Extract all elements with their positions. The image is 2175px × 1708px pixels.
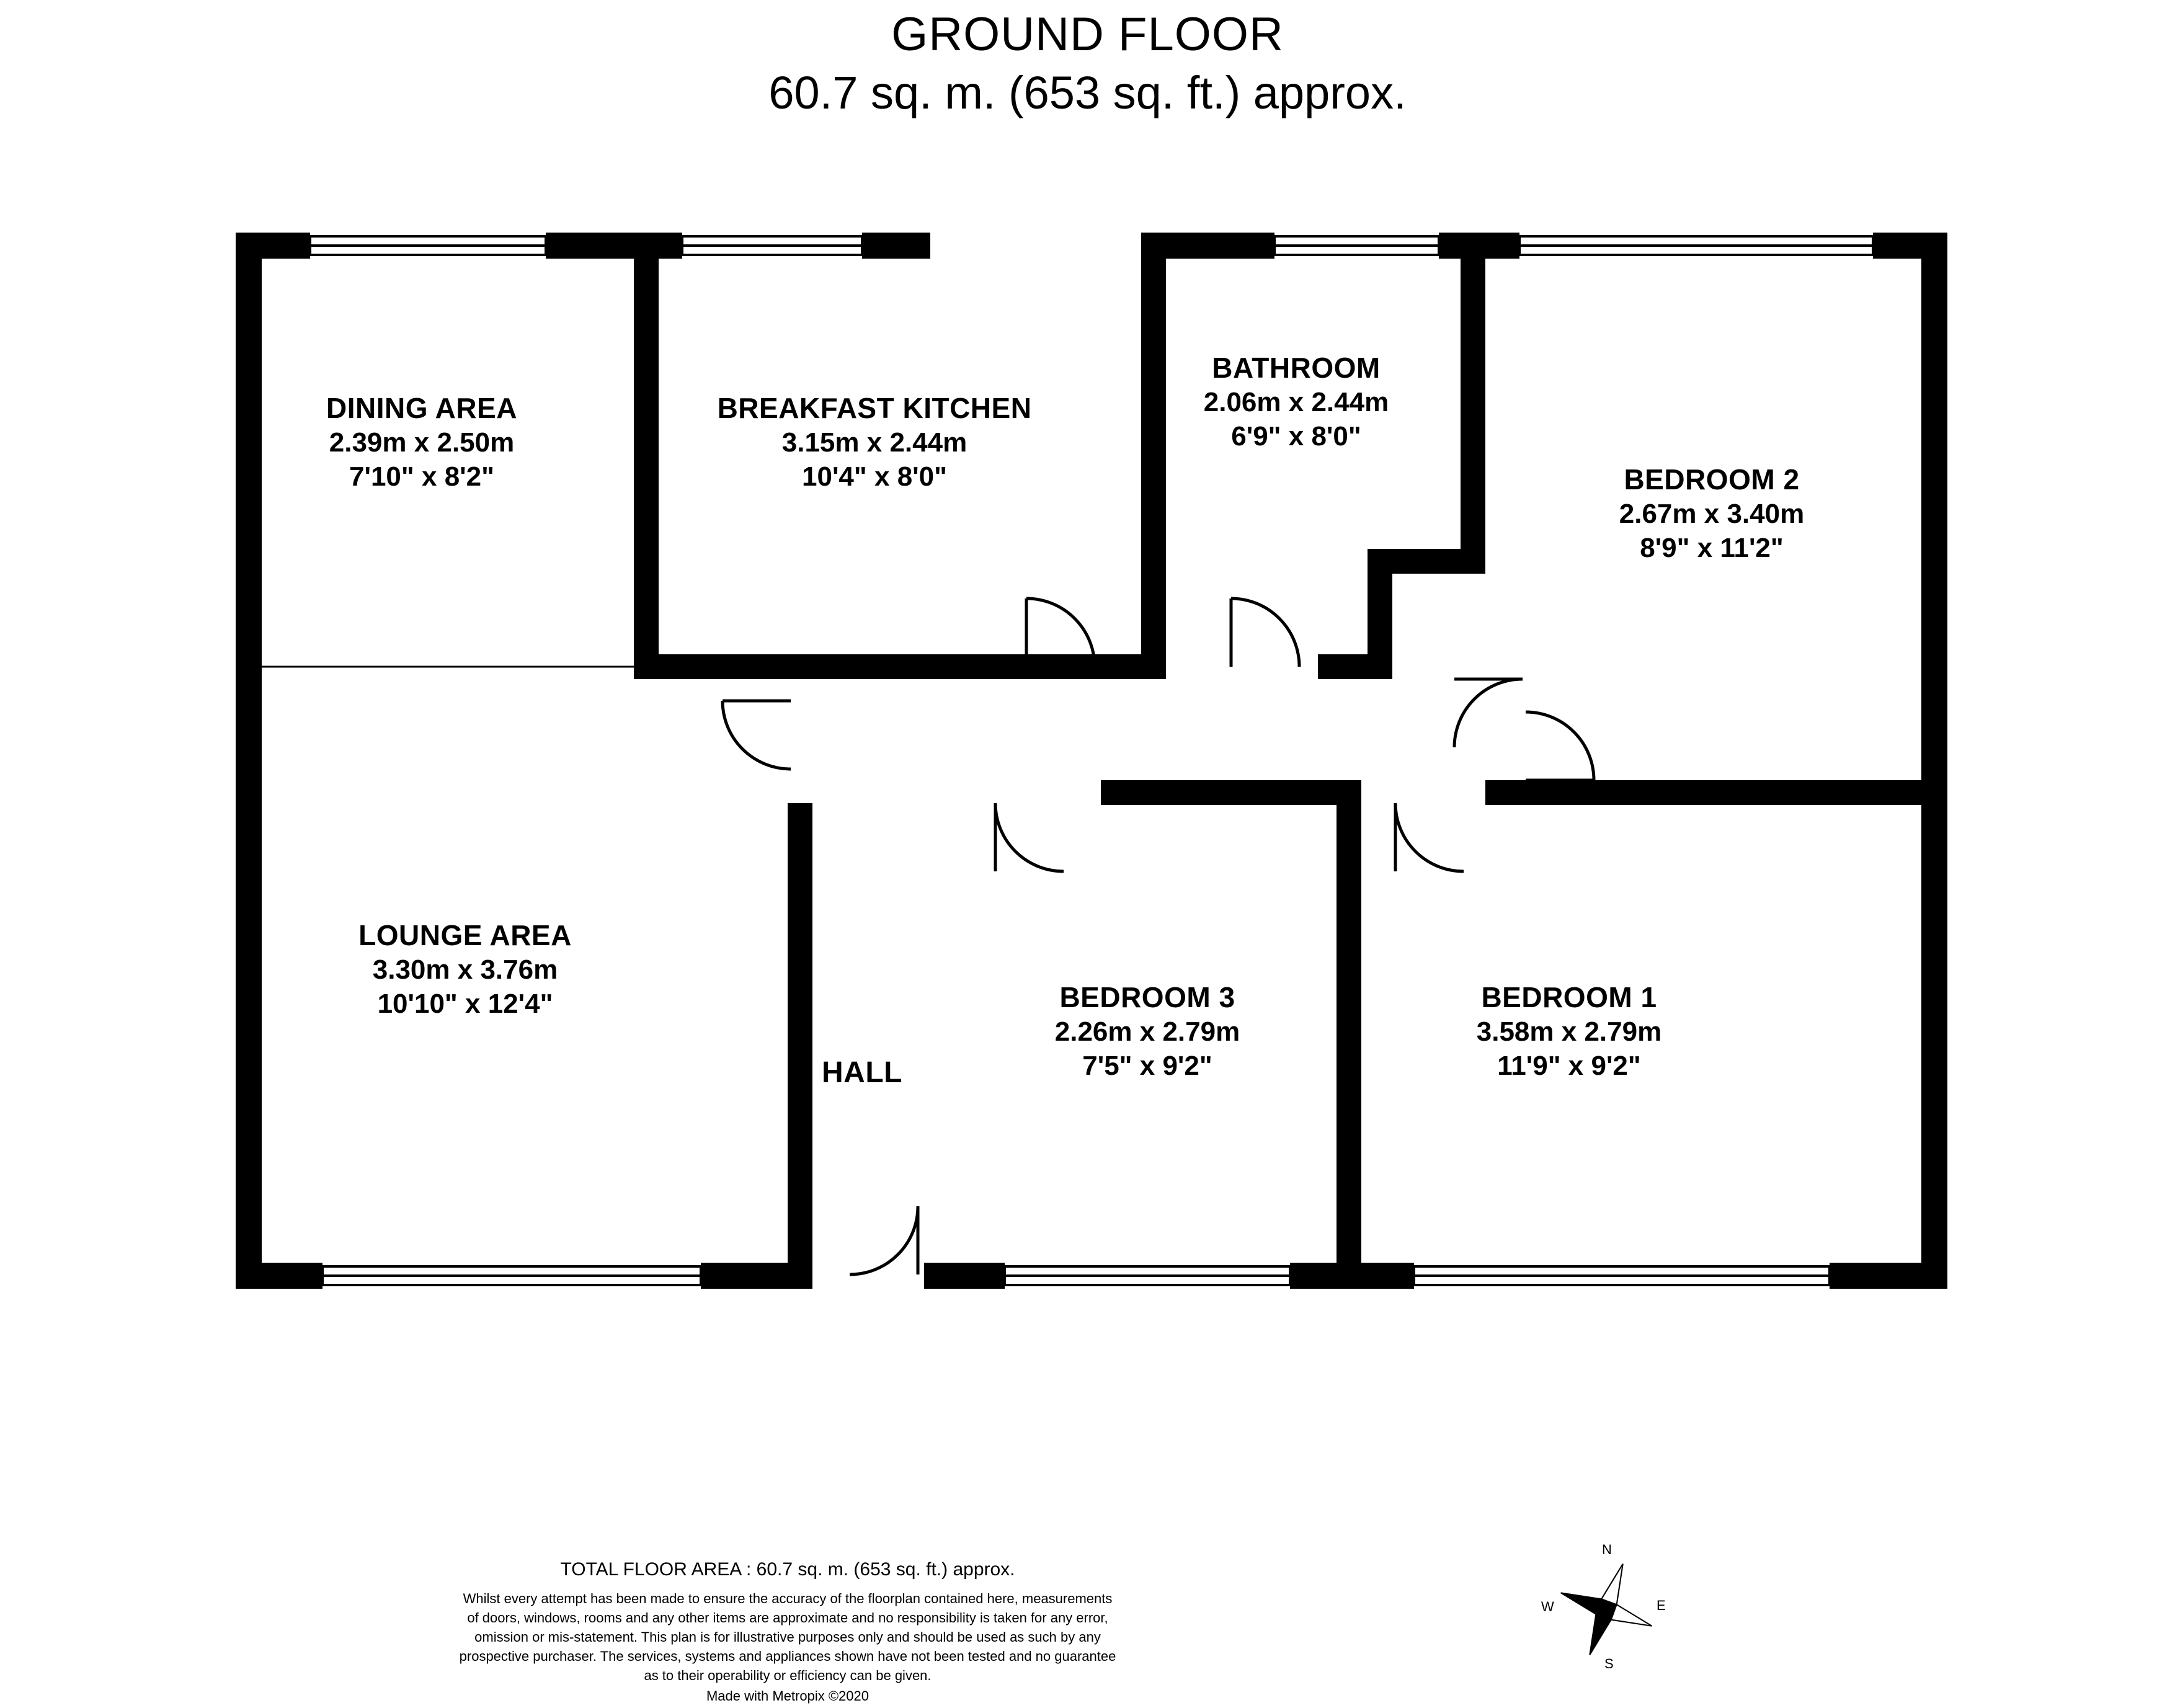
room-label-breakfast-kitchen	[633, 391, 1116, 494]
room-name: BEDROOM 2	[1624, 463, 1800, 496]
page-title: GROUND FLOOR	[891, 8, 1284, 61]
compass-east-label: E	[1657, 1598, 1666, 1613]
doors	[723, 598, 1594, 1274]
room-dimensions-metric: 3.58m x 2.79m	[1476, 1016, 1662, 1047]
room-name: BEDROOM 1	[1481, 981, 1657, 1013]
disclaimer	[0, 1589, 1575, 1685]
disclaimer-line-3: omission or mis-statement. This plan is for illustrative purposes only and should be used as such by any	[474, 1629, 1101, 1645]
room-dimensions-metric: 3.30m x 3.76m	[372, 954, 558, 985]
disclaimer-line-4: prospective purchaser. The services, systems and appliances shown have not been tested and no guarantee	[459, 1648, 1116, 1664]
room-dimensions-imperial: 10'10" x 12'4"	[377, 988, 553, 1019]
room-name: HALL	[822, 1056, 902, 1089]
room-label-bedroom-2	[1538, 462, 1885, 565]
room-dimensions-metric: 2.06m x 2.44m	[1203, 387, 1389, 418]
room-dimensions-imperial: 7'5" x 9'2"	[1082, 1050, 1212, 1081]
room-name: DINING AREA	[326, 392, 517, 424]
made-with-credit: Made with Metropix ©2020	[706, 1688, 869, 1704]
compass-south-label: S	[1604, 1656, 1614, 1671]
room-label-hall	[769, 1054, 955, 1092]
compass-rose	[1535, 1538, 1678, 1681]
room-label-lounge-area	[273, 918, 657, 1021]
disclaimer-line-1: Whilst every attempt has been made to ensure the accuracy of the floorplan contained here, measurements	[463, 1591, 1113, 1606]
compass-west-label: W	[1541, 1599, 1554, 1614]
disclaimer-line-2: of doors, windows, rooms and any other items are approximate and no responsibility is taken for any error,	[467, 1610, 1108, 1626]
room-label-bedroom-1	[1408, 980, 1730, 1083]
room-label-dining-area	[248, 391, 595, 494]
compass-north-label: N	[1602, 1542, 1612, 1557]
room-name: LOUNGE AREA	[358, 919, 572, 951]
room-dimensions-imperial: 10'4" x 8'0"	[802, 461, 947, 492]
room-dimensions-metric: 3.15m x 2.44m	[781, 427, 967, 458]
room-dimensions-metric: 2.67m x 3.40m	[1619, 499, 1805, 530]
footer-block	[0, 1557, 1575, 1706]
room-dimensions-metric: 2.39m x 2.50m	[329, 427, 515, 458]
page-subtitle: 60.7 sq. m. (653 sq. ft.) approx.	[768, 67, 1407, 118]
disclaimer-line-5: as to their operability or efficiency can be given.	[644, 1668, 932, 1683]
room-name: BATHROOM	[1212, 352, 1381, 384]
room-dimensions-imperial: 11'9" x 9'2"	[1497, 1050, 1641, 1081]
room-name: BREAKFAST KITCHEN	[717, 392, 1032, 424]
room-label-bathroom	[1166, 350, 1426, 453]
room-dimensions-metric: 2.26m x 2.79m	[1054, 1016, 1240, 1047]
room-dimensions-imperial: 8'9" x 11'2"	[1640, 532, 1784, 563]
total-floor-area: TOTAL FLOOR AREA : 60.7 sq. m. (653 sq. ft.) approx.	[560, 1559, 1015, 1580]
room-name: BEDROOM 3	[1059, 981, 1235, 1013]
room-dimensions-imperial: 6'9" x 8'0"	[1231, 420, 1361, 451]
room-label-bedroom-3	[992, 980, 1302, 1083]
room-dimensions-imperial: 7'10" x 8'2"	[349, 461, 494, 492]
